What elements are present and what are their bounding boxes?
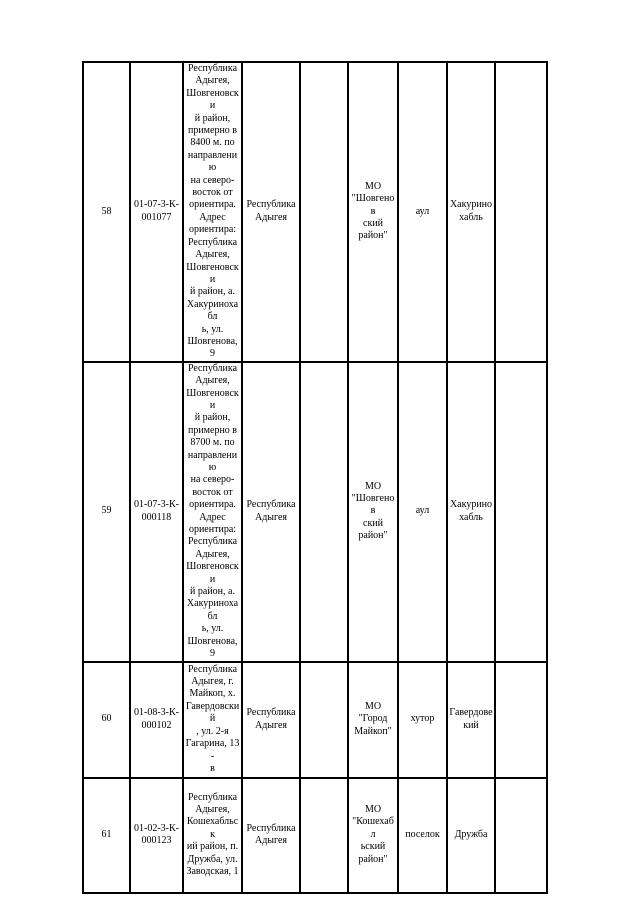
object-code: 01-07-3-К- 000118 [130, 362, 183, 662]
empty-cell [300, 662, 348, 778]
municipality: МО "Город Майкоп" [348, 662, 398, 778]
registry-table [82, 61, 548, 894]
settlement-type: хутор [398, 662, 447, 778]
settlement-type: поселок [398, 778, 447, 893]
settlement-name: Хакурино хабль [447, 62, 495, 362]
empty-cell [300, 362, 348, 662]
row-number: 58 [83, 62, 130, 362]
object-code: 01-02-3-К- 000123 [130, 778, 183, 893]
empty-cell [300, 778, 348, 893]
object-address: Республика Адыгея, г. Майкоп, х. Гавердовский , ул. 2-я Гагарина, 13- в [183, 662, 242, 778]
municipality: МО "Кошехабл ьский район" [348, 778, 398, 893]
table-row [83, 62, 547, 362]
region-subject: Республика Адыгея [242, 362, 300, 662]
row-number: 59 [83, 362, 130, 662]
row-number: 61 [83, 778, 130, 893]
empty-cell [495, 662, 547, 778]
settlement-name: Хакурино хабль [447, 362, 495, 662]
table-row [83, 778, 547, 893]
object-code: 01-08-3-К- 000102 [130, 662, 183, 778]
settlement-name: Дружба [447, 778, 495, 893]
empty-cell [495, 62, 547, 362]
object-address: Республика Адыгея, Шовгеновски й район, примерно в 8700 м. по направлению на северо- восток от ориентира. Адрес ориентира: Республика Адыгея, Шовгеновски й район, а. Хакуринохабл ь, ул. Шовгенова, 9 [183, 362, 242, 662]
region-subject: Республика Адыгея [242, 662, 300, 778]
empty-cell [300, 62, 348, 362]
settlement-name: Гавердове кий [447, 662, 495, 778]
region-subject: Республика Адыгея [242, 778, 300, 893]
empty-cell [495, 778, 547, 893]
table-row [83, 362, 547, 662]
table-row [83, 662, 547, 778]
object-address: Республика Адыгея, Шовгеновски й район, примерно в 8400 м. по направлению на северо- восток от ориентира. Адрес ориентира: Республика Адыгея, Шовгеновски й район, а. Хакуринохабл ь, ул. Шовгенова, 9 [183, 62, 242, 362]
object-address: Республика Адыгея, Кошехабльск ий район, п. Дружба, ул. Заводская, 1 [183, 778, 242, 893]
region-subject: Республика Адыгея [242, 62, 300, 362]
row-number: 60 [83, 662, 130, 778]
municipality: МО "Шовгенов ский район" [348, 62, 398, 362]
settlement-type: аул [398, 62, 447, 362]
municipality: МО "Шовгенов ский район" [348, 362, 398, 662]
settlement-type: аул [398, 362, 447, 662]
empty-cell [495, 362, 547, 662]
object-code: 01-07-3-К- 001077 [130, 62, 183, 362]
